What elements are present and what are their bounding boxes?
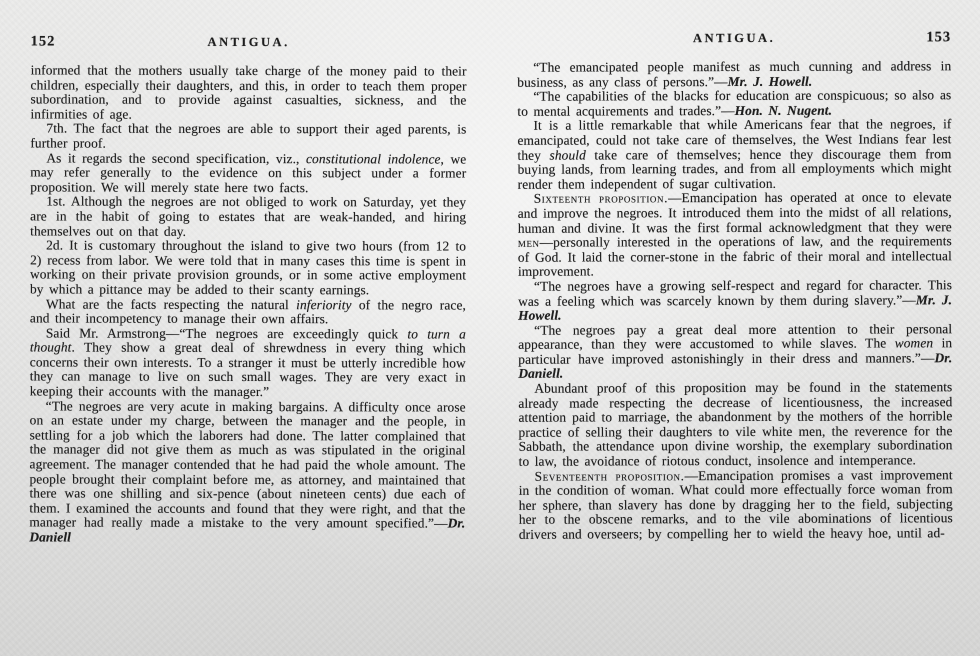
running-title-right: ANTIGUA.	[693, 30, 776, 46]
text-segment: in particular have improved astonishingly in their dress and manners.”—	[518, 335, 953, 367]
text-segment: “The emancipated people manifest as much cunning and address in business, as any class of persons.”—	[517, 58, 952, 90]
text-segment: —Emancipation has operated at once to elevate and improve the negroes. It introduced them into the midst of all relations, human and divine. It was the first formal acknowledgment that they were	[517, 189, 952, 236]
text-segment: “The negroes have a growing self-respect and regard for character. This was a feeling which was scarcely known by them during slavery.”—	[518, 277, 953, 309]
text-segment: Sixteenth proposition.	[533, 190, 669, 207]
paragraph	[517, 88, 951, 119]
text-segment: should	[549, 147, 586, 163]
paragraph	[30, 297, 466, 327]
page-number-153: 153	[926, 29, 952, 46]
text-segment: “The negroes are very acute in making bargains. A difficulty once arose on an estate under my charge, between the manager and the people, in settling for a job which the laborers had done. The latter complained that the manager did not give them as much as was stipulated in the original agreement. The manager contended that he had paid the whole amount. The people brought their complaint before me, as attorney, and maintained that there was one shilling and six-pence (about nineteen cents) due each of them. I examined the accounts and found that they were right, and that the manager had really made a mistake to the very amount specified.”—	[29, 398, 466, 531]
text-segment: Said Mr. Armstrong—“The negroes are exceedingly quick	[45, 325, 408, 342]
page-header-left	[31, 33, 467, 51]
paragraph	[518, 278, 952, 323]
page-body	[517, 59, 953, 542]
page-header-right	[517, 29, 951, 48]
text-segment: . They show a great deal of shrewdness in every thing which concerns their own interests. To a stranger it must be utterly incredible how they can manage to live on such small wages. They are very exact in keeping their accounts with the manager.”	[29, 339, 466, 400]
text-segment: “The negroes pay a great deal more attention to their personal appearance, than they were accustomed to while slaves. The	[518, 320, 953, 353]
page-body	[29, 63, 466, 546]
paragraph	[518, 380, 952, 469]
attribution: Mr. J. Howell.	[518, 291, 953, 323]
text-segment: 2d. It is customary throughout the island to give two hours (from 12 to 2) recess from labor. We were told that in many cases this time is spent in working on their private provision grounds, or in some active employment by which a pittance may be added to their scanty earnings.	[29, 237, 467, 298]
text-segment: 7th. The fact that the negroes are able to support their aged parents, is further proof.	[30, 120, 467, 151]
attribution: Hon. N. Nugent.	[734, 102, 833, 118]
paragraph	[517, 59, 951, 90]
text-segment: It is a little remarkable that while Americans fear that the negroes, if emancipated, could not take care of themselves, the West Indians fear lest they	[517, 116, 952, 163]
text-segment: take care of themselves; hence they discourage them from buying lands, from learning trades, and from all employments which might render them independent of sugar cultivation.	[517, 145, 952, 192]
text-segment: of the negro race, and their incompetency to manage their own affairs.	[29, 296, 466, 327]
text-segment: constitutional indolence	[305, 150, 441, 167]
page-right	[517, 29, 953, 542]
paragraph	[30, 63, 466, 123]
text-segment: As it regards the second specification, viz.,	[46, 150, 307, 166]
paragraph	[30, 195, 466, 240]
paragraph	[30, 151, 466, 196]
text-segment: 1st. Although the negroes are not obliged to work on Saturday, yet they are in the habit of going to estates that are weak-handed, and hiring themselves out on that day.	[30, 193, 467, 239]
attribution: Dr. Daniell.	[518, 350, 953, 382]
attribution: Mr. J. Howell.	[727, 73, 813, 89]
text-segment: inferiority	[296, 296, 352, 312]
paragraph	[518, 191, 952, 280]
paragraph	[30, 122, 466, 152]
text-segment: men	[517, 234, 540, 250]
running-title-left: ANTIGUA.	[207, 34, 290, 50]
paragraph	[517, 118, 951, 192]
text-segment: informed that the mothers usually take charge of the money paid to their children, especially their daughters, and this, in order to teach them proper subordination, and to provide against casualties, sickness, and the infirmities of age.	[30, 62, 467, 122]
paragraph	[518, 322, 952, 382]
page-number-152: 152	[30, 33, 56, 50]
paragraph	[519, 468, 953, 542]
paragraph	[30, 239, 466, 299]
attribution: Dr. Daniell	[29, 515, 466, 545]
text-segment: Abundant proof of this proposition may be found in the statements already made respecting the decrease of licentiousness, the increased attention paid to marriage, the abandonment by the mothers of the horrible practice of selling their daughters to vile white men, the reverence for the Sabbath, the attendance upon divine worship, the exemplary subordination to law, the avoidance of riotous conduct, insolence and intemperance.	[518, 379, 953, 469]
paragraph	[30, 326, 466, 400]
paragraph	[29, 399, 465, 546]
text-segment: Seventeenth proposition.	[534, 467, 685, 484]
text-segment: “The capabilities of the blacks for education are conspicuous; so also as to mental acquirements and trades.”—	[517, 87, 952, 119]
text-segment: —personally interested in the operations of law, and the requirements of God. It laid the corner-stone in the fabric of their moral and intellectual improvement.	[517, 233, 952, 280]
text-segment: women	[894, 335, 934, 351]
page-left	[29, 33, 466, 546]
text-segment: What are the facts respecting the natural	[45, 295, 297, 312]
text-segment: to turn a thought	[29, 326, 466, 355]
text-segment: —Emancipation promises a vast improvement in the condition of woman. What could more effectually force woman from her sphere, than slavery has done by dragging her to the field, subjecting her to the obscene remarks, and to the vile abominations of licentious drivers and overseers; by compelling her to wield the heavy hoe, until ad-	[518, 466, 953, 542]
text-segment: , we may refer generally to the evidence on this subject under a former proposition. We will merely state here two facts.	[30, 151, 467, 195]
